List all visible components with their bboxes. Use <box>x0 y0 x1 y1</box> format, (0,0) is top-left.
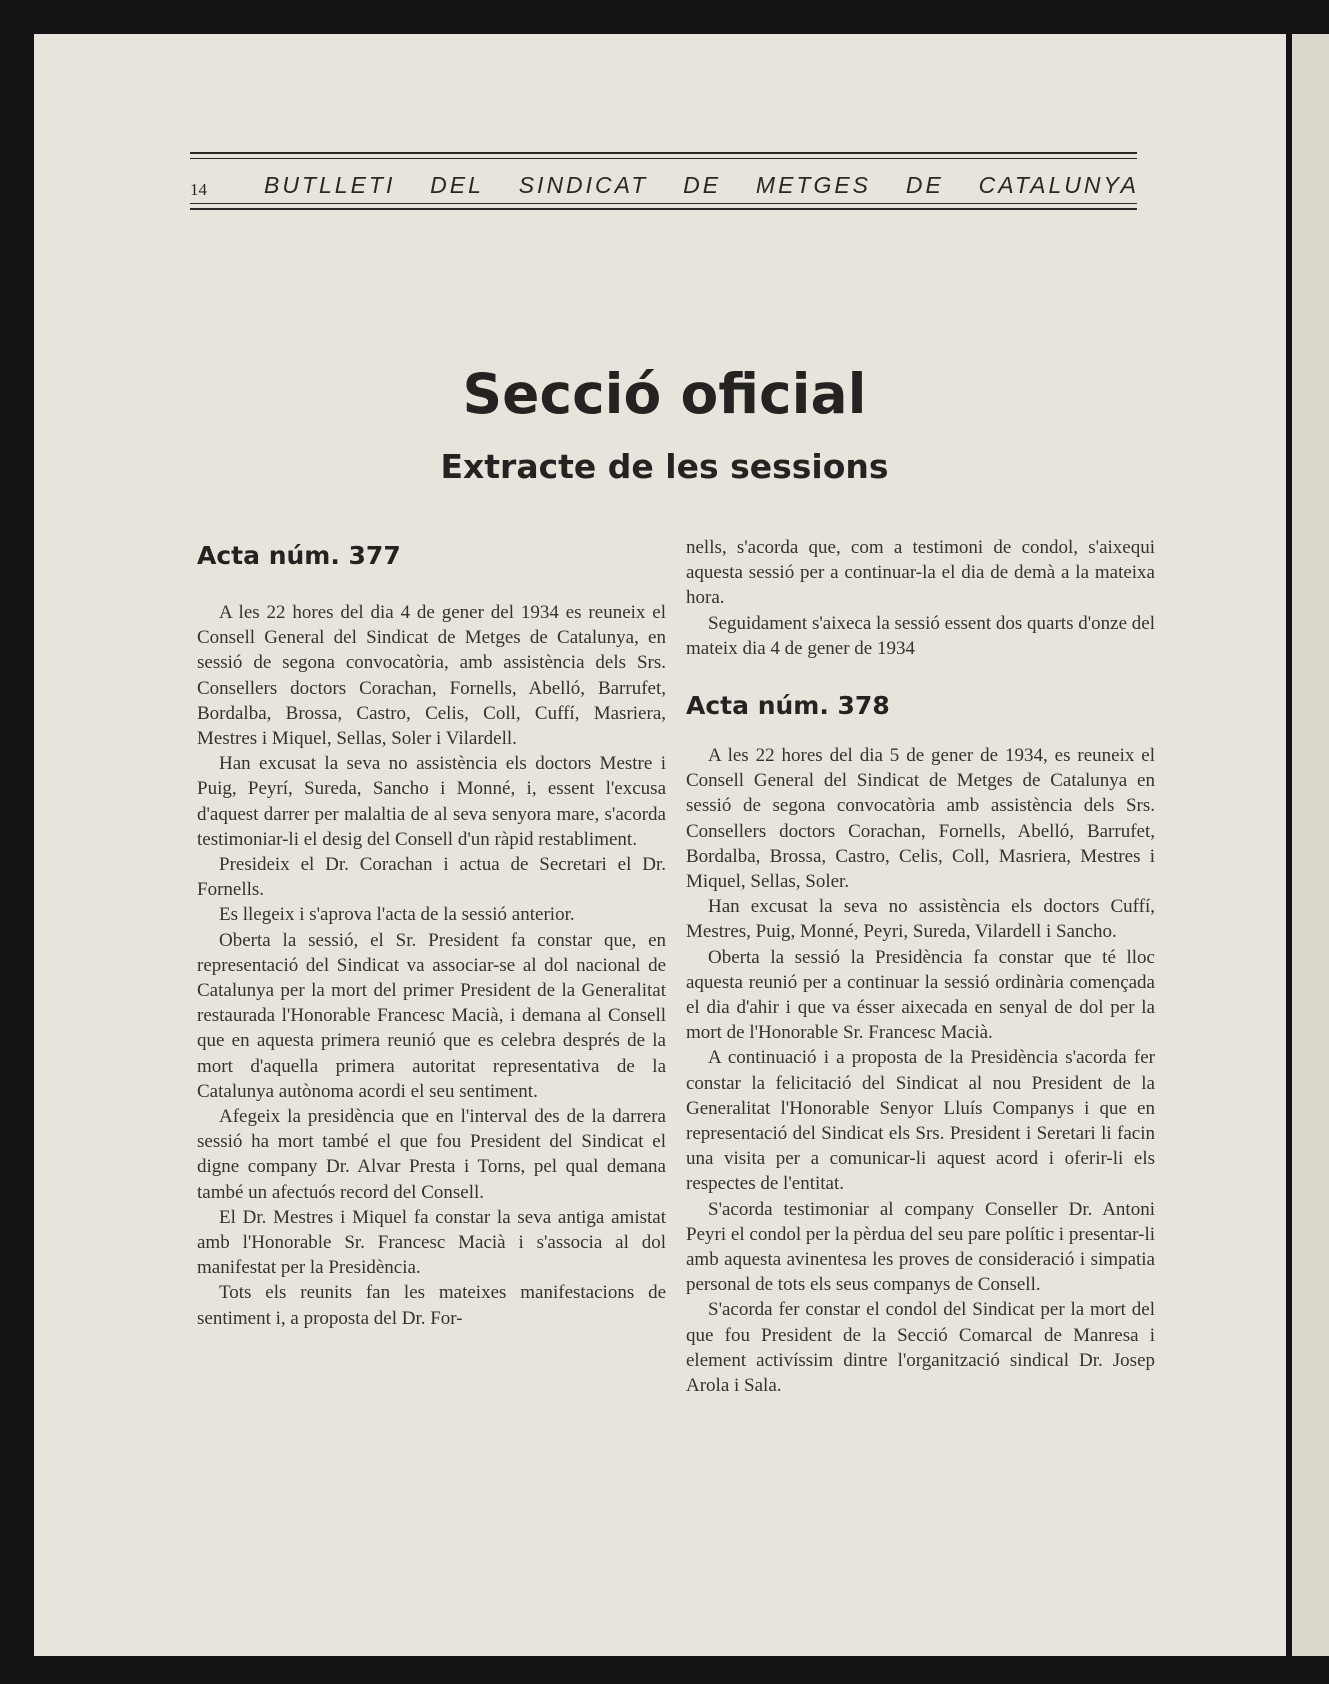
paragraph: Presideix el Dr. Corachan i actua de Secretari el Dr. Fornells. <box>197 854 666 901</box>
header-rule-top-inner <box>190 158 1137 159</box>
section-subtitle: Extracte de les sessions <box>440 447 889 486</box>
acta-heading: Acta núm. 377 <box>197 541 401 570</box>
paragraph-continuation: nells, s'acorda que, com a testimoni de condol, s'aixequi aquesta sessió per a continuar-la el dia de demà a la mateixa hora. <box>686 537 1155 609</box>
paragraph: S'acorda fer constar el condol del Sindicat per la mort del que fou President de la Secció Comarcal de Manresa i element activíssim dintre l'organització sindical Dr. Josep Arola i Sala. <box>686 1299 1155 1397</box>
paragraph: Es llegeix i s'aprova l'acta de la sessió anterior. <box>219 904 575 926</box>
section-title: Secció oficial <box>462 362 867 426</box>
paragraph: Oberta la sessió la Presidència fa constar que té lloc aquesta reunió per a continuar la sessió ordinària començada el dia d'ahir i que va ésser aixecada en senyal de dol per la mort de l'Honorable Sr. Francesc Macià. <box>686 946 1155 1044</box>
paragraph: Han excusat la seva no assistència els doctors Mestre i Puig, Peyrí, Sureda, Sancho i Monné, i, essent l'excusa d'aquest darrer per malaltia de al seva senyora mare, s'acorda testimoniar-li el desig del Consell d'un ràpid restabliment. <box>197 753 666 850</box>
header-word: DE <box>905 172 944 198</box>
paragraph: S'acorda testimoniar al company Conseller Dr. Antoni Peyri el condol per la pèrdua del seu pare polític i presentar-li amb aquesta avinentesa les proves de consideració i simpatia personal de tots els seus companys de Consell. <box>686 1198 1155 1296</box>
acta-heading: Acta núm. 378 <box>686 691 890 721</box>
paragraph: Afegeix la presidència que en l'interval des de la darrera sessió ha mort també el que fou President del Sindicat el digne company Dr. Alvar Presta i Torns, pel qual demana també un afectuós record del Consell. <box>197 1106 666 1203</box>
right-column <box>686 535 1155 1398</box>
header-word: BUTLLETI <box>264 172 396 198</box>
paragraph: El Dr. Mestres i Miquel fa constar la seva antiga amistat amb l'Honorable Sr. Francesc Macià i s'associa al dol manifestat per la Presidència. <box>197 1206 666 1279</box>
running-header <box>264 172 1139 199</box>
header-word: DE <box>683 172 722 198</box>
next-page-edge <box>1292 34 1329 1656</box>
header-word: DEL <box>430 172 484 198</box>
header-rule-bottom-inner <box>190 203 1137 204</box>
header-rule-top <box>190 152 1137 154</box>
paragraph: Oberta la sessió, el Sr. President fa constar que, en representació del Sindicat va associar-se al dol nacional de Catalunya per la mort del primer President de la Generalitat restaurada l'Honorable Francesc Macià, i demana al Consell que en aquesta primera reunió que es celebra després de la mort d'aquella primera autoritat representativa de la Catalunya autònoma acordi el seu sentiment. <box>197 929 666 1102</box>
header-rule-bottom <box>190 208 1137 210</box>
header-word: CATALUNYA <box>978 172 1139 198</box>
paragraph: A continuació i a proposta de la Presidència s'acorda fer constar la felicitació del Sindicat al nou President de la Generalitat l'Honorable Senyor Lluís Companys i que en representació del Sindicat els Srs. President i Seretari li facin una visita per a comunicar-li aquest acord i oferir-li els respectes de l'entitat. <box>686 1047 1155 1195</box>
paragraph: A les 22 hores del dia 4 de gener del 1934 es reuneix el Consell General del Sindicat de Metges de Catalunya, en sessió de segona convocatòria, amb assistència dels Srs. Consellers doctors Corachan, Fornells, Abelló, Barrufet, Bordalba, Brossa, Castro, Celis, Coll, Cuffí, Masriera, Mestres i Miquel, Sellas, Soler i Vilardell. <box>197 602 666 750</box>
page-number: 14 <box>190 180 207 199</box>
paragraph: Tots els reunits fan les mateixes manifestacions de sentiment i, a proposta del Dr. For- <box>197 1282 666 1329</box>
paragraph: A les 22 hores del dia 5 de gener de 1934, es reuneix el Consell General del Sindicat de Metges de Catalunya en sessió de segona convocatòria amb assistència dels Srs. Consellers doctors Corachan, Fornells, Abelló, Barrufet, Bordalba, Brossa, Castro, Celis, Coll, Masriera, Mestres i Miquel, Sellas, Soler. <box>686 745 1155 893</box>
paragraph: Seguidament s'aixeca la sessió essent dos quarts d'onze del mateix dia 4 de gener de 1934 <box>686 612 1155 659</box>
header-word: SINDICAT <box>518 172 649 198</box>
paragraph: Han excusat la seva no assistència els doctors Cuffí, Mestres, Puig, Monné, Peyri, Sureda, Vilardell i Sancho. <box>686 896 1155 943</box>
left-column <box>197 541 666 1331</box>
header-word: METGES <box>755 172 872 198</box>
